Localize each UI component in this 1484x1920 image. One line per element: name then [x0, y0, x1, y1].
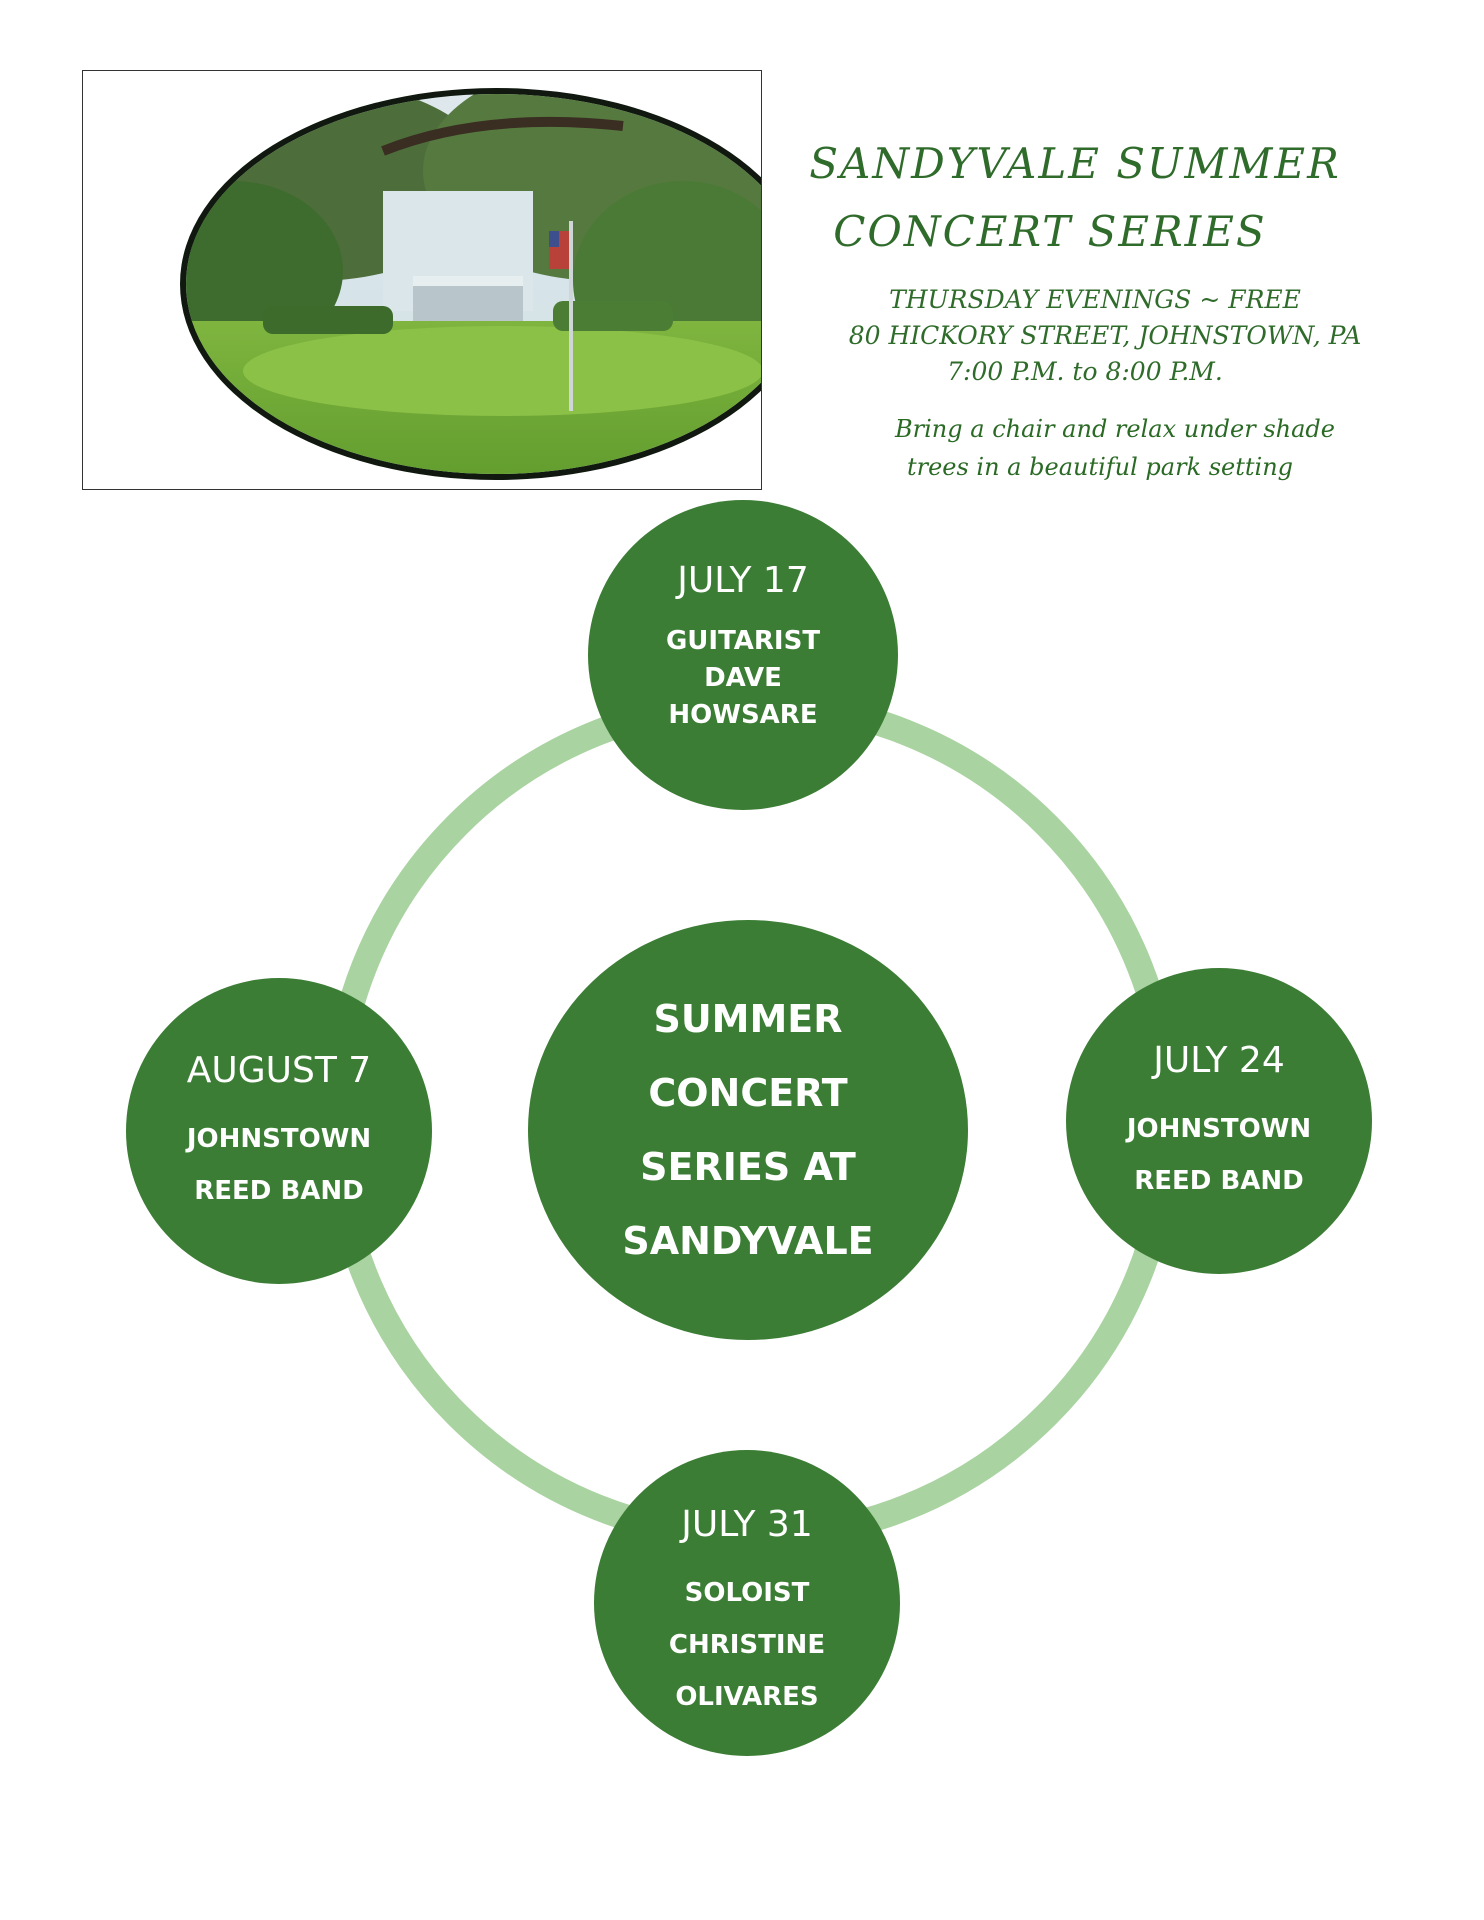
concert-date: JULY 24	[1153, 1040, 1285, 1081]
schedule-line: THURSDAY EVENINGS ~ FREE	[889, 285, 1301, 314]
performer-line: REED BAND	[194, 1176, 364, 1206]
concert-node-august-7	[126, 978, 432, 1284]
performer-line: DAVE	[704, 663, 782, 693]
title-line-2: CONCERT SERIES	[833, 207, 1267, 256]
park-photo	[82, 70, 762, 490]
center-line-1: SUMMER	[653, 997, 843, 1041]
concert-node-july-31	[594, 1450, 900, 1756]
concert-date: JULY 31	[681, 1504, 813, 1545]
performer-line: HOWSARE	[668, 700, 818, 730]
address-line: 80 HICKORY STREET, JOHNSTOWN, PA	[848, 321, 1362, 350]
center-line-3: SERIES AT	[640, 1145, 856, 1189]
performer-line: JOHNSTOWN	[186, 1124, 372, 1154]
time-line: 7:00 P.M. to 8:00 P.M.	[947, 357, 1223, 386]
performer-line: SOLOIST	[684, 1578, 810, 1608]
concert-date: JULY 17	[677, 560, 809, 601]
concert-node-july-17	[588, 500, 898, 810]
center-line-2: CONCERT	[648, 1071, 848, 1115]
concert-node-july-24	[1066, 968, 1372, 1274]
tagline	[770, 410, 1450, 486]
header	[770, 130, 1450, 486]
tagline-line-2: trees in a beautiful park setting	[906, 453, 1294, 481]
center-line-4: SANDYVALE	[622, 1219, 874, 1263]
park-photo-image	[83, 71, 761, 489]
center-circle	[528, 920, 968, 1340]
title-line-1: SANDYVALE SUMMER	[809, 139, 1341, 188]
performer-line: GUITARIST	[665, 626, 821, 656]
tagline-line-1: Bring a chair and relax under shade	[895, 415, 1335, 443]
performer-line: JOHNSTOWN	[1126, 1114, 1312, 1144]
performer-line: CHRISTINE	[668, 1630, 826, 1660]
concert-date: AUGUST 7	[186, 1050, 372, 1091]
performer-line: REED BAND	[1134, 1166, 1304, 1196]
performer-line: OLIVARES	[675, 1682, 819, 1712]
event-info	[770, 282, 1450, 390]
